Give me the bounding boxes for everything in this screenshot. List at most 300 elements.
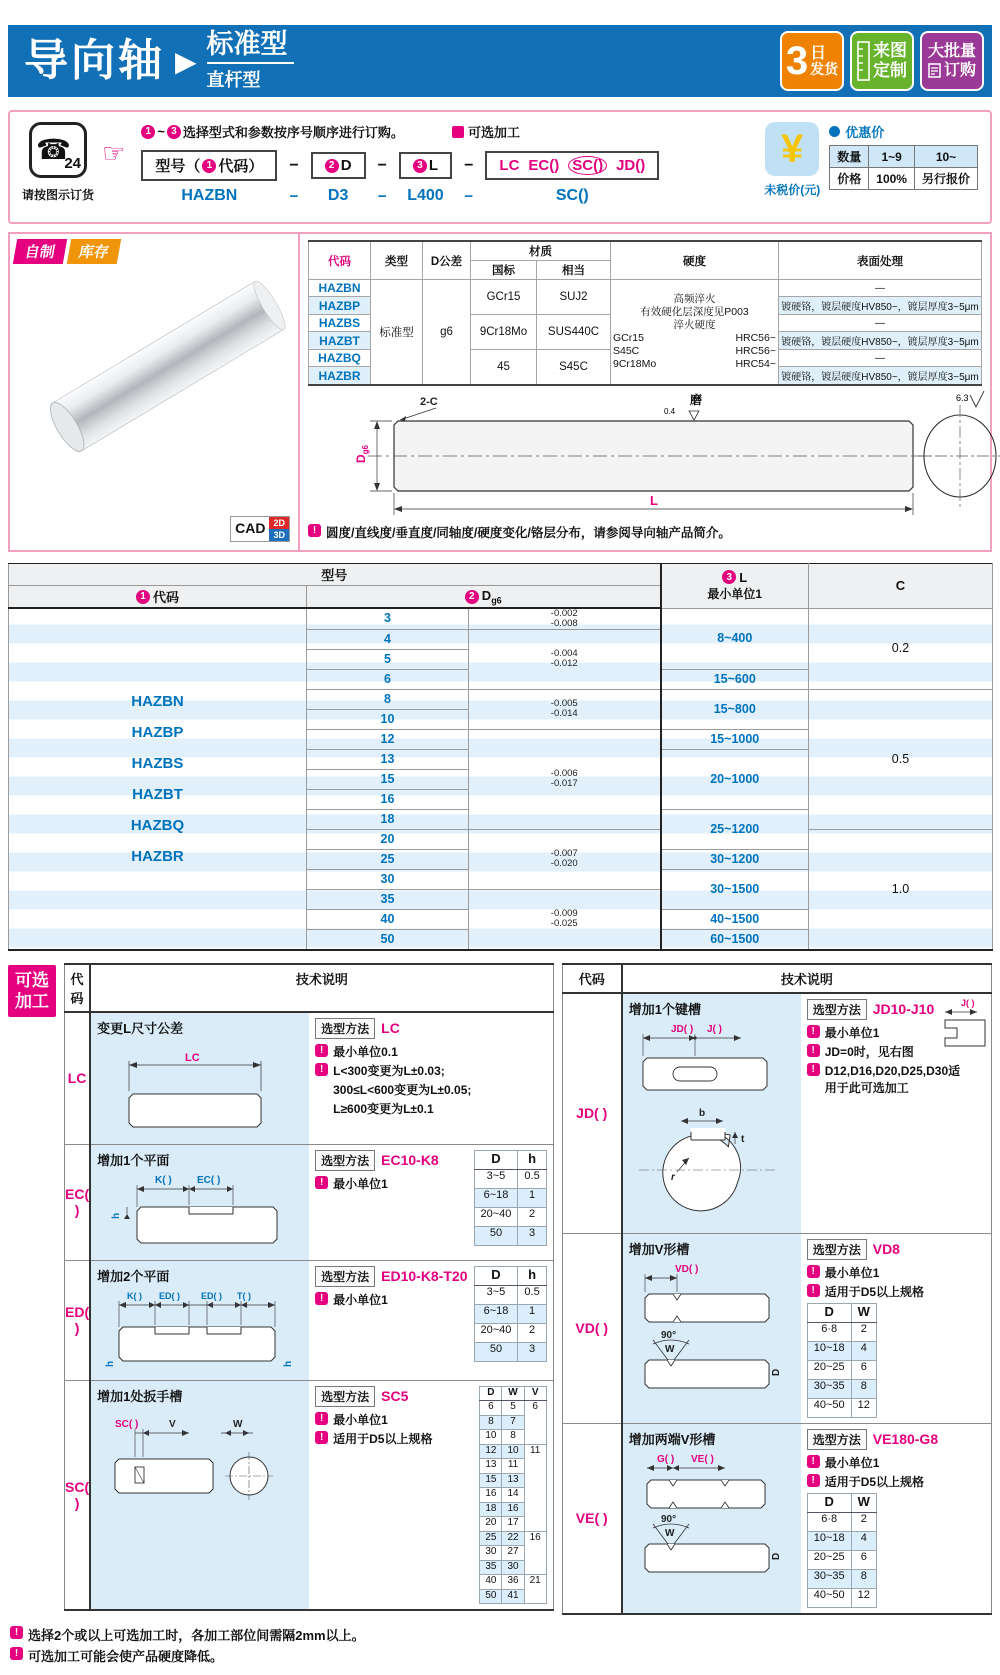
ve-dw-table bbox=[807, 1493, 985, 1608]
diameter-value: 8 bbox=[307, 689, 469, 709]
svg-text:LC: LC bbox=[185, 1051, 200, 1064]
mini-cell: 50 bbox=[480, 1589, 502, 1604]
mini-table bbox=[479, 1386, 546, 1605]
mini-row bbox=[807, 1322, 876, 1341]
svg-text:ED( ): ED( ) bbox=[159, 1290, 181, 1301]
svg-text:W: W bbox=[664, 1343, 675, 1355]
mini-cell: 0.5 bbox=[518, 1285, 546, 1304]
svg-text:h: h bbox=[283, 1360, 294, 1367]
footer-note: ! 可选加工可能会使产品硬度降低。 bbox=[10, 1646, 992, 1665]
grind-label: 磨 bbox=[690, 393, 703, 407]
option-row-jd: JD( ) 增加1个键槽 JD( ) J( ) b t r 选型方法 JD10-J10 ! 最小单位1 ! JD=0时，见右图 ! D12,D16,D20,D25,D30适用于此可选加工 J( ) bbox=[562, 993, 991, 1234]
d-dim-label: $D_{g6}$ bbox=[354, 444, 370, 463]
note-text: JD=0时，见右图 bbox=[824, 1044, 914, 1059]
mini-cell: 6 bbox=[480, 1401, 502, 1416]
chamfer-value: 1.0 bbox=[809, 829, 993, 950]
ve-diagram bbox=[629, 1450, 785, 1578]
drawing-note: ! 圆度/直线度/垂直度/同轴度/硬度变化/铬层分布，请参阅导向轴产品简介。 bbox=[308, 523, 982, 541]
optional-machining-badge: 可选 加工 bbox=[8, 965, 56, 1018]
pn-box-length: 3 L bbox=[399, 152, 452, 179]
in-stock-badge: 库存 bbox=[67, 239, 121, 264]
optional-machining-section bbox=[8, 963, 992, 1615]
col-header-hardness: 硬度 bbox=[611, 241, 779, 280]
mini-cell: 13 bbox=[502, 1473, 524, 1488]
alert-icon: ! bbox=[315, 1412, 328, 1425]
alert-icon: ! bbox=[807, 1474, 820, 1487]
svg-text:D: D bbox=[770, 1552, 782, 1560]
svg-text:D: D bbox=[770, 1368, 782, 1376]
diameter-value: 10 bbox=[307, 709, 469, 729]
cad-2d-tag: 2D bbox=[269, 517, 289, 529]
svg-text:b: b bbox=[698, 1107, 705, 1119]
col-header-code: 代码 bbox=[309, 241, 371, 280]
tolerance-value: -0.009 -0.025 bbox=[469, 889, 661, 950]
mini-row bbox=[474, 1323, 546, 1342]
mini-row bbox=[474, 1207, 546, 1226]
grind-value: 0.4 bbox=[664, 407, 676, 416]
svg-text:VE( ): VE( ) bbox=[690, 1453, 714, 1465]
diameter-value: 40 bbox=[307, 909, 469, 929]
sc-diagram bbox=[97, 1407, 293, 1527]
mini-col-header: D bbox=[474, 1150, 518, 1169]
cad-3d-tag: 3D bbox=[269, 529, 289, 541]
note-text: D12,D16,D20,D25,D30适用于此可选加工 bbox=[824, 1063, 961, 1095]
mini-cell: 3~5 bbox=[474, 1285, 518, 1304]
type-value: 标准型 bbox=[371, 280, 423, 386]
mini-cell: 12 bbox=[851, 1588, 876, 1607]
mini-cell: 40~50 bbox=[807, 1398, 851, 1417]
col-header-type: 类型 bbox=[371, 241, 423, 280]
material-row: HAZBS 9Cr18Mo SUS440C — bbox=[309, 315, 982, 332]
mini-cell: 17 bbox=[502, 1517, 524, 1532]
svg-text:90°: 90° bbox=[660, 1513, 676, 1525]
ec-diagram bbox=[97, 1171, 293, 1251]
mini-row bbox=[474, 1304, 546, 1323]
mini-cell: 12 bbox=[851, 1398, 876, 1417]
mini-cell: 4 bbox=[851, 1531, 876, 1550]
mini-cell: 30 bbox=[502, 1560, 524, 1575]
mini-cell: 8 bbox=[851, 1569, 876, 1588]
svg-text:G( ): G( ) bbox=[656, 1453, 674, 1465]
sc-notes bbox=[315, 1411, 473, 1447]
diameter-value: 4 bbox=[307, 629, 469, 649]
ve-notes bbox=[807, 1454, 985, 1490]
mini-row bbox=[807, 1531, 876, 1550]
spec-row bbox=[9, 608, 993, 629]
note-text: 最小单位1 bbox=[824, 1455, 880, 1470]
mini-cell: 15 bbox=[480, 1473, 502, 1488]
mini-cell: 13 bbox=[480, 1459, 502, 1474]
cad-badge: CAD 2D 3D bbox=[230, 516, 290, 542]
mini-cell: 36 bbox=[502, 1575, 524, 1590]
mini-cell: 50 bbox=[474, 1342, 518, 1361]
mini-col-header: W bbox=[851, 1303, 876, 1322]
tolerance-value: -0.007 -0.020 bbox=[469, 829, 661, 889]
price-table: 数量 1~9 10~ 价格 100% 另行报价 bbox=[829, 145, 978, 190]
arrow-icon: ▶ bbox=[175, 45, 197, 77]
diameter-value: 35 bbox=[307, 889, 469, 909]
technical-drawing bbox=[308, 391, 1000, 521]
mini-row bbox=[807, 1398, 876, 1417]
mini-cell: 12 bbox=[480, 1444, 502, 1459]
mini-cell: 2 bbox=[851, 1512, 876, 1531]
svg-text:W: W bbox=[233, 1418, 243, 1430]
mini-cell: 8 bbox=[502, 1430, 524, 1445]
ruler-icon bbox=[857, 41, 870, 81]
order-list-icon bbox=[928, 63, 941, 78]
model-code: HAZBP bbox=[131, 723, 184, 741]
part-number-builder: 1 ~ 3 选择型式和参数按序号顺序进行订购。 可选加工 型号（ 1 代码） − 2 D − 3 L − LC EC() SC() JD() HAZBN − D3 − L400 − SC() bbox=[141, 122, 659, 205]
mini-cell: 3 bbox=[518, 1342, 546, 1361]
tolerance-value: -0.005 -0.014 bbox=[469, 689, 661, 729]
mini-cell: 4 bbox=[851, 1341, 876, 1360]
mini-cell: 10~18 bbox=[807, 1531, 851, 1550]
model-code: HAZBR bbox=[131, 847, 184, 865]
mini-row bbox=[474, 1285, 546, 1304]
mini-row bbox=[807, 1360, 876, 1379]
mini-col-header: V bbox=[524, 1386, 546, 1401]
mini-cell: 6·8 bbox=[807, 1512, 851, 1531]
alert-icon: ! bbox=[10, 1626, 23, 1639]
product-photo-area bbox=[10, 234, 300, 550]
mini-table bbox=[474, 1266, 547, 1362]
model-code-list bbox=[9, 608, 307, 950]
vd-diagram bbox=[629, 1260, 785, 1394]
col-header-equivalent: 相当 bbox=[537, 261, 611, 280]
length-range: 25~1200 bbox=[661, 809, 809, 849]
mini-cell: 10~18 bbox=[807, 1341, 851, 1360]
note-text: 最小单位1 bbox=[333, 1412, 388, 1427]
badge-bulk-order: 大批量 订购 bbox=[920, 31, 984, 91]
mini-cell: 16 bbox=[480, 1488, 502, 1503]
material-row: HAZBP 镀硬铬，镀层硬度HV850~，镀层厚度3~5μm bbox=[309, 297, 982, 315]
d-tolerance-value: g6 bbox=[423, 280, 471, 386]
order-by-diagram-note: 请按图示订货 bbox=[22, 188, 95, 202]
jd-diagram bbox=[629, 1020, 785, 1224]
footer-note: ! 选择2个或以上可选加工时，各加工部位间需隔2mm以上。 bbox=[10, 1625, 992, 1644]
mini-col-header: W bbox=[851, 1493, 876, 1512]
diameter-value: 50 bbox=[307, 929, 469, 950]
example-option: SC() bbox=[555, 187, 589, 204]
alert-icon: ! bbox=[807, 1063, 820, 1076]
mini-cell: 16 bbox=[502, 1502, 524, 1517]
diameter-value: 3 bbox=[307, 608, 469, 629]
diameter-value: 15 bbox=[307, 769, 469, 789]
surface-finish-value: 6.3 bbox=[956, 393, 969, 403]
alert-icon: ! bbox=[10, 1647, 23, 1660]
mini-cell: 7 bbox=[502, 1415, 524, 1430]
diameter-value: 20 bbox=[307, 829, 469, 849]
alert-icon: ! bbox=[807, 1265, 820, 1278]
mini-merged-cell: 11 bbox=[524, 1444, 546, 1531]
mini-cell: 35 bbox=[480, 1560, 502, 1575]
page-subtitle: 标准型 bbox=[207, 30, 294, 64]
svg-text:K( ): K( ) bbox=[127, 1290, 143, 1301]
diameter-value: 13 bbox=[307, 749, 469, 769]
length-range: 40~1500 bbox=[661, 909, 809, 929]
blue-dot-icon bbox=[829, 126, 840, 137]
header-model: 型号 bbox=[9, 564, 661, 586]
option-row-lc: LC 变更L尺寸公差 LC 选型方法 LC ! 最小单位0.1 ! L<300变更为L±0.03; 300≤L<600变更为L±0.05; L≥600变更为L±0.1 bbox=[65, 1012, 554, 1145]
material-row: HAZBQ 45 S45C — bbox=[309, 350, 982, 367]
chamfer-value: 0.5 bbox=[809, 689, 993, 829]
col-header-gb-standard: 国标 bbox=[471, 261, 537, 280]
alert-icon: ! bbox=[807, 1044, 820, 1057]
footer-notes bbox=[8, 1625, 992, 1665]
svg-text:T( ): T( ) bbox=[237, 1290, 252, 1301]
alert-icon: ! bbox=[315, 1044, 328, 1057]
note-text: 适用于D5以上规格 bbox=[824, 1474, 925, 1489]
tolerance-value: -0.002 -0.008 bbox=[469, 608, 661, 629]
option-row-sc: SC( ) 增加1处扳手槽 SC( ) V W 选型方法 SC5 ! 最小单位1 ! 适用于D5以上规格 D W V 6 5 6 8 7 10 8 12 10 11 13 11 15 13 16 14 18 16 20 17 25 22 16 30 27 35 30 40 36 21 50 41 bbox=[65, 1380, 554, 1610]
page-subtitle-2: 直杆型 bbox=[206, 69, 261, 90]
mini-cell: 3~5 bbox=[474, 1169, 518, 1188]
mini-cell: 11 bbox=[502, 1459, 524, 1474]
length-range: 30~1200 bbox=[661, 849, 809, 869]
tolerance-value: -0.006 -0.017 bbox=[469, 729, 661, 829]
material-row: HAZBR 镀硬铬，镀层硬度HV850~，镀层厚度3~5μm bbox=[309, 367, 982, 386]
magenta-square-icon bbox=[452, 126, 464, 138]
note-text: 最小单位1 bbox=[824, 1265, 880, 1280]
lc-notes bbox=[315, 1043, 547, 1117]
alert-icon: ! bbox=[807, 1025, 820, 1038]
note-text: 最小单位1 bbox=[333, 1292, 388, 1307]
length-range: 15~800 bbox=[661, 689, 809, 729]
mini-cell: 25 bbox=[480, 1531, 502, 1546]
mini-cell: 2 bbox=[518, 1323, 546, 1342]
note-text: 适用于D5以上规格 bbox=[333, 1431, 433, 1446]
model-code: HAZBN bbox=[131, 692, 184, 710]
mini-cell: 40~50 bbox=[807, 1588, 851, 1607]
mini-col-header: W bbox=[502, 1386, 524, 1401]
shaft-photo bbox=[10, 234, 294, 484]
lc-diagram bbox=[97, 1039, 293, 1135]
mini-row bbox=[480, 1531, 546, 1546]
example-model: HAZBN bbox=[181, 187, 238, 204]
pointing-hand-icon: ☞ bbox=[102, 138, 126, 168]
mini-cell: 22 bbox=[502, 1531, 524, 1546]
length-range: 30~1500 bbox=[661, 869, 809, 909]
jd-zero-diagram bbox=[927, 996, 989, 1052]
col-header-surface: 表面处理 bbox=[779, 241, 982, 280]
header-diameter: 2 $D_{g6}$ bbox=[307, 586, 661, 609]
option-row-vd: VD( ) 增加V形槽 VD( ) 90° W D 选型方法 VD8 ! 最小单位1 ! 适用于D5以上规格 D W 6·8 2 10~18 4 20~25 6 30~35 8 40~50 12 bbox=[562, 1233, 991, 1423]
mini-cell: 1 bbox=[518, 1304, 546, 1323]
phone-24h-icon: ☎ 24 bbox=[29, 122, 87, 178]
alert-icon: ! bbox=[315, 1431, 328, 1444]
svg-text:VD( ): VD( ) bbox=[674, 1263, 699, 1275]
mini-row bbox=[807, 1379, 876, 1398]
length-range: 8~400 bbox=[661, 608, 809, 669]
mini-cell: 3 bbox=[518, 1226, 546, 1245]
material-table bbox=[308, 240, 982, 386]
svg-text:W: W bbox=[664, 1527, 675, 1539]
svg-text:t: t bbox=[740, 1133, 745, 1145]
l-dim-label: L bbox=[650, 493, 658, 508]
product-overview bbox=[8, 232, 992, 552]
length-range: 20~1000 bbox=[661, 749, 809, 809]
optional-machining-flag: 可选加工 bbox=[452, 122, 520, 141]
tolerance-value: -0.004 -0.012 bbox=[469, 629, 661, 689]
badge-custom-drawing: 来图 定制 bbox=[850, 31, 914, 91]
alert-icon: ! bbox=[308, 524, 321, 537]
mini-cell: 10 bbox=[480, 1430, 502, 1445]
chamfer-value: 0.2 bbox=[809, 608, 993, 689]
note-text: 最小单位0.1 bbox=[333, 1044, 398, 1059]
mini-cell: 8 bbox=[851, 1379, 876, 1398]
sc-dwv-table bbox=[479, 1386, 546, 1605]
col-header-d-tolerance: D公差 bbox=[423, 241, 471, 280]
header-chamfer-c: C bbox=[809, 564, 993, 609]
mini-cell: 27 bbox=[502, 1546, 524, 1561]
mini-row bbox=[474, 1188, 546, 1207]
mini-cell: 6~18 bbox=[474, 1304, 518, 1323]
diameter-value: 25 bbox=[307, 849, 469, 869]
ec-dh-table bbox=[474, 1150, 547, 1255]
svg-text:K( ): K( ) bbox=[155, 1174, 172, 1186]
ed-diagram bbox=[97, 1287, 293, 1371]
mini-merged-cell: 16 bbox=[524, 1531, 546, 1575]
note-text: 最小单位1 bbox=[333, 1176, 388, 1191]
diameter-value: 30 bbox=[307, 869, 469, 889]
vd-dw-table bbox=[807, 1303, 985, 1418]
length-range: 15~600 bbox=[661, 669, 809, 689]
mini-cell: 40 bbox=[480, 1575, 502, 1590]
svg-text:h: h bbox=[111, 1212, 123, 1219]
mini-row bbox=[807, 1588, 876, 1607]
col-header-material: 材质 bbox=[471, 241, 611, 261]
mini-row bbox=[807, 1341, 876, 1360]
ordering-section bbox=[8, 110, 992, 224]
mini-row bbox=[807, 1512, 876, 1531]
mini-cell: 6~18 bbox=[474, 1188, 518, 1207]
mini-row bbox=[480, 1575, 546, 1590]
note-text: L≥600变更为L±0.1 bbox=[333, 1101, 434, 1116]
discount-price-title: 优惠价 bbox=[829, 122, 978, 141]
pn-box-diameter: 2 D bbox=[311, 152, 366, 179]
vd-notes bbox=[807, 1264, 985, 1300]
header-code: 1 代码 bbox=[9, 586, 307, 609]
mini-cell: 30~35 bbox=[807, 1379, 851, 1398]
promo-badges bbox=[780, 31, 984, 91]
mini-cell: 2 bbox=[518, 1207, 546, 1226]
mini-cell: 50 bbox=[474, 1226, 518, 1245]
ordering-instruction: 1 ~ 3 选择型式和参数按序号顺序进行订购。 可选加工 bbox=[141, 122, 659, 141]
pre-tax-note: 未税价(元) bbox=[764, 183, 821, 197]
alert-icon: ! bbox=[315, 1063, 328, 1076]
pn-box-model: 型号（ 1 代码） bbox=[141, 150, 277, 181]
mini-col-header: D bbox=[480, 1386, 502, 1401]
svg-text:JD( ): JD( ) bbox=[670, 1023, 693, 1035]
length-range: 15~1000 bbox=[661, 729, 809, 749]
badge-3day-shipping: 3 日 发货 bbox=[780, 31, 844, 91]
note-text: 适用于D5以上规格 bbox=[824, 1284, 925, 1299]
note-text: L<300变更为L±0.03; bbox=[333, 1063, 445, 1078]
svg-text:r: r bbox=[670, 1171, 675, 1183]
mini-cell: 5 bbox=[502, 1401, 524, 1416]
spec-table bbox=[8, 563, 993, 951]
mini-col-header: D bbox=[807, 1493, 851, 1512]
svg-text:SC( ): SC( ) bbox=[115, 1418, 139, 1430]
diameter-value: 5 bbox=[307, 649, 469, 669]
example-length: L400 bbox=[407, 187, 444, 204]
mini-cell: 8 bbox=[480, 1415, 502, 1430]
mini-cell: 6 bbox=[851, 1550, 876, 1569]
svg-text:J( ): J( ) bbox=[961, 997, 975, 1008]
option-row-ec: EC( ) 增加1个平面 K( ) EC( ) h 选型方法 EC10-K8 ! 最小单位1 D h 3~5 0.5 6~18 1 20~40 2 50 3 bbox=[65, 1144, 554, 1260]
example-diameter: D3 bbox=[327, 187, 349, 204]
ed-dh-table bbox=[474, 1266, 547, 1375]
mini-cell: 6·8 bbox=[807, 1322, 851, 1341]
svg-text:90°: 90° bbox=[660, 1329, 676, 1341]
alert-icon: ! bbox=[315, 1176, 328, 1189]
yen-icon: ¥ bbox=[765, 122, 819, 176]
material-row: HAZBN 标准型 g6 GCr15 SUJ2 高频淬火 有效硬化层深度见P003 淬火硬度 GCr15 HRC56~ S45C HRC56~ 9Cr18Mo HRC54~ — bbox=[309, 280, 982, 297]
svg-text:V: V bbox=[169, 1418, 176, 1430]
mini-row bbox=[807, 1569, 876, 1588]
mini-row bbox=[474, 1226, 546, 1245]
optional-table-left: 代码 技术说明 LC 变更L尺寸公差 LC 选型方法 LC ! 最小单位0.1 ! L<300变更为L±0.03; 300≤L<600变更为L±0.05; L≥600变更为L±0.1 EC( ) 增加1个平面 K( ) EC( ) h 选型方法 EC10-K8 ! 最小单位1 D h 3~5 0.5 6~18 1 20~40 2 50 3 ED( ) 增加2个平面 K( ) ED( ) ED( ) T( ) h h 选型方法 ED10-K8-T20 ! 最小单位1 D h 3~5 0.5 6~18 1 20~40 2 50 3 SC( ) 增加1处扳手槽 SC( ) V W 选型方法 SC5 ! 最小单位1 ! 适用于D5以上规格 D W V 6 5 6 8 7 10 8 12 10 11 13 11 15 13 16 14 18 16 20 17 25 22 16 30 27 35 30 40 36 21 50 41 bbox=[64, 963, 554, 1612]
hardness-cell: 高频淬火 有效硬化层深度见P003 淬火硬度 GCr15 HRC56~ S45C HRC56~ 9Cr18Mo HRC54~ bbox=[611, 280, 779, 386]
mini-cell: 10 bbox=[502, 1444, 524, 1459]
length-range: 60~1500 bbox=[661, 929, 809, 950]
mini-col-header: D bbox=[807, 1303, 851, 1322]
mini-table bbox=[474, 1150, 547, 1246]
mini-col-header: h bbox=[518, 1266, 546, 1285]
mini-cell: 1 bbox=[518, 1188, 546, 1207]
mini-cell: 20~40 bbox=[474, 1323, 518, 1342]
mini-table bbox=[807, 1303, 877, 1418]
ec-notes bbox=[315, 1175, 467, 1192]
chamfer-label: 2-C bbox=[420, 396, 438, 408]
diameter-value: 18 bbox=[307, 809, 469, 829]
svg-text:J( ): J( ) bbox=[706, 1023, 722, 1035]
mini-cell: 6 bbox=[851, 1360, 876, 1379]
page-title: 导向轴 bbox=[24, 36, 165, 85]
mini-cell: 30~35 bbox=[807, 1569, 851, 1588]
mini-row bbox=[480, 1401, 546, 1416]
mini-row bbox=[474, 1342, 546, 1361]
option-row-ve: VE( ) 增加两端V形槽 G( ) VE( ) 90° W D 选型方法 VE180-G8 ! 最小单位1 ! 适用于D5以上规格 D W 6·8 2 10~18 4 20~25 6 30~35 8 40~50 12 bbox=[562, 1423, 991, 1614]
mini-cell: 20~25 bbox=[807, 1360, 851, 1379]
diameter-value: 12 bbox=[307, 729, 469, 749]
model-code: HAZBQ bbox=[130, 816, 185, 834]
mini-col-header: h bbox=[518, 1150, 546, 1169]
note-text: 最小单位1 bbox=[824, 1025, 880, 1040]
mini-row bbox=[807, 1550, 876, 1569]
model-code: HAZBS bbox=[131, 754, 184, 772]
diameter-value: 6 bbox=[307, 669, 469, 689]
material-row: HAZBT 镀硬铬，镀层硬度HV850~，镀层厚度3~5μm bbox=[309, 332, 982, 350]
mini-merged-cell: 6 bbox=[524, 1401, 546, 1445]
self-made-badge: 自制 bbox=[13, 239, 67, 264]
mini-cell: 30 bbox=[480, 1546, 502, 1561]
svg-text:ED( ): ED( ) bbox=[201, 1290, 223, 1301]
spec-table-section bbox=[8, 563, 992, 951]
mini-cell: 41 bbox=[502, 1589, 524, 1604]
header-length: 3 L 最小单位1 bbox=[661, 564, 809, 609]
mini-cell: 2 bbox=[851, 1322, 876, 1341]
alert-icon: ! bbox=[807, 1284, 820, 1297]
svg-text:EC( ): EC( ) bbox=[197, 1174, 221, 1186]
note-text: 300≤L<600变更为L±0.05; bbox=[333, 1082, 472, 1097]
diameter-value: 16 bbox=[307, 789, 469, 809]
ed-notes bbox=[315, 1291, 467, 1308]
model-code: HAZBT bbox=[132, 785, 183, 803]
optional-table-right: 代码 技术说明 JD( ) 增加1个键槽 JD( ) J( ) b t r 选型方法 JD10-J10 ! 最小单位1 ! JD=0时，见右图 ! D12,D16,D20,D25,D30适用于此可选加工 J( ) VD( ) 增加V形槽 VD( ) 90° W D 选型方法 VD8 ! 最小单位1 ! 适用于D5以上规格 D W 6·8 2 10~18 4 20~25 6 30~35 8 40~50 12 VE( ) 增加两端V形槽 G( ) VE( ) 90° W D 选型方法 VE180-G8 ! 最小单位1 ! 适用于D5以上规格 D W 6·8 2 10~18 4 20~25 6 30~35 8 40~50 12 bbox=[562, 963, 992, 1615]
title-bar bbox=[8, 25, 992, 97]
mini-table bbox=[807, 1493, 877, 1608]
